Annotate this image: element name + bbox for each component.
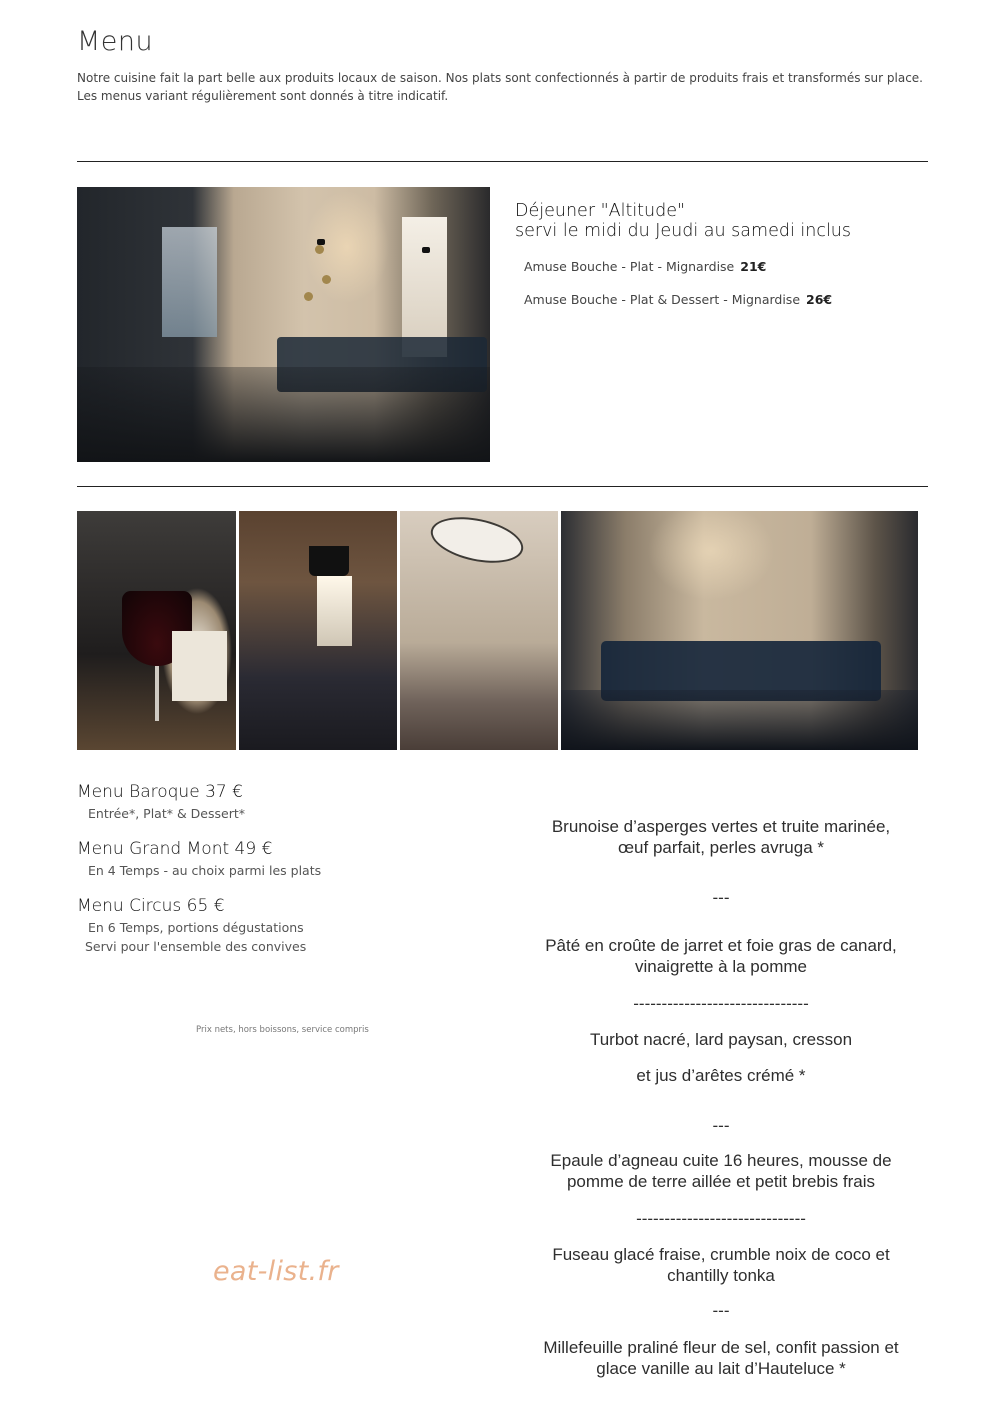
course-separator: --- [712, 888, 730, 907]
courses-list [510, 816, 932, 1379]
lunch-option-label: Amuse Bouche - Plat - Mignardise [524, 259, 735, 274]
course-line: chantilly tonka [667, 1266, 775, 1285]
intro-line: Notre cuisine fait la part belle aux produits locaux de saison. Nos plats sont confectionnés à partir de produits frais et transformés sur place. [77, 71, 923, 85]
wine-glass-photo [77, 511, 236, 750]
lunch-option [524, 259, 766, 274]
terrace-photo [400, 511, 558, 750]
restaurant-photo-main [77, 187, 490, 462]
menu-desc: Entrée*, Plat* & Dessert* [88, 806, 246, 821]
divider [77, 486, 928, 487]
menu-name: Menu Circus 65 € [77, 896, 225, 916]
lunch-title-line: Déjeuner "Altitude" [515, 201, 686, 221]
lunch-option-price: 21€ [740, 259, 767, 274]
course-line: Brunoise d’asperges vertes et truite marinée, [551, 817, 891, 836]
course-line: glace vanille au lait d’Hauteluce * [596, 1359, 846, 1378]
lunch-option [524, 292, 832, 307]
course-line: Pâté en croûte de jarret et foie gras de canard, [545, 936, 897, 955]
intro-line: Les menus variant régulièrement sont donnés à titre indicatif. [77, 89, 449, 103]
course-line: Turbot nacré, lard paysan, cresson [589, 1030, 853, 1049]
course-line: Epaule d’agneau cuite 16 heures, mousse de [550, 1151, 892, 1170]
menu-name: Menu Baroque 37 € [77, 782, 243, 802]
course-line: Millefeuille praliné fleur de sel, confit passion et [543, 1338, 899, 1357]
watermark: eat-list.fr [213, 1256, 339, 1287]
course-line: Fuseau glacé fraise, crumble noix de coco et [552, 1245, 890, 1264]
menu-name: Menu Grand Mont 49 € [77, 839, 273, 859]
course-line: et jus d’arêtes crémé * [636, 1066, 806, 1085]
menu-desc: En 4 Temps - au choix parmi les plats [88, 863, 322, 878]
divider [77, 161, 928, 162]
lunch-option-price: 26€ [806, 292, 833, 307]
course-line: vinaigrette à la pomme [635, 957, 807, 976]
lunch-title [515, 201, 851, 241]
dining-table-photo [561, 511, 918, 750]
course-line: pomme de terre aillée et petit brebis frais [566, 1172, 876, 1191]
course-line: œuf parfait, perles avruga * [618, 838, 824, 857]
lunch-title-line: servi le midi du Jeudi au samedi inclus [515, 221, 852, 241]
course-separator: --- [712, 1116, 730, 1135]
course-separator: ------------------------------- [633, 994, 809, 1013]
price-note: Prix nets, hors boissons, service compris [196, 1025, 369, 1035]
dining-room-photo [239, 511, 397, 750]
menu-desc: Servi pour l'ensemble des convives [85, 939, 307, 954]
lunch-option-label: Amuse Bouche - Plat & Dessert - Mignardise [524, 292, 801, 307]
course-separator: --- [712, 1301, 730, 1320]
menu-desc: En 6 Temps, portions dégustations [88, 920, 304, 935]
page-title: Menu [77, 26, 154, 57]
intro-text [77, 69, 927, 105]
course-separator: ------------------------------ [636, 1209, 806, 1228]
